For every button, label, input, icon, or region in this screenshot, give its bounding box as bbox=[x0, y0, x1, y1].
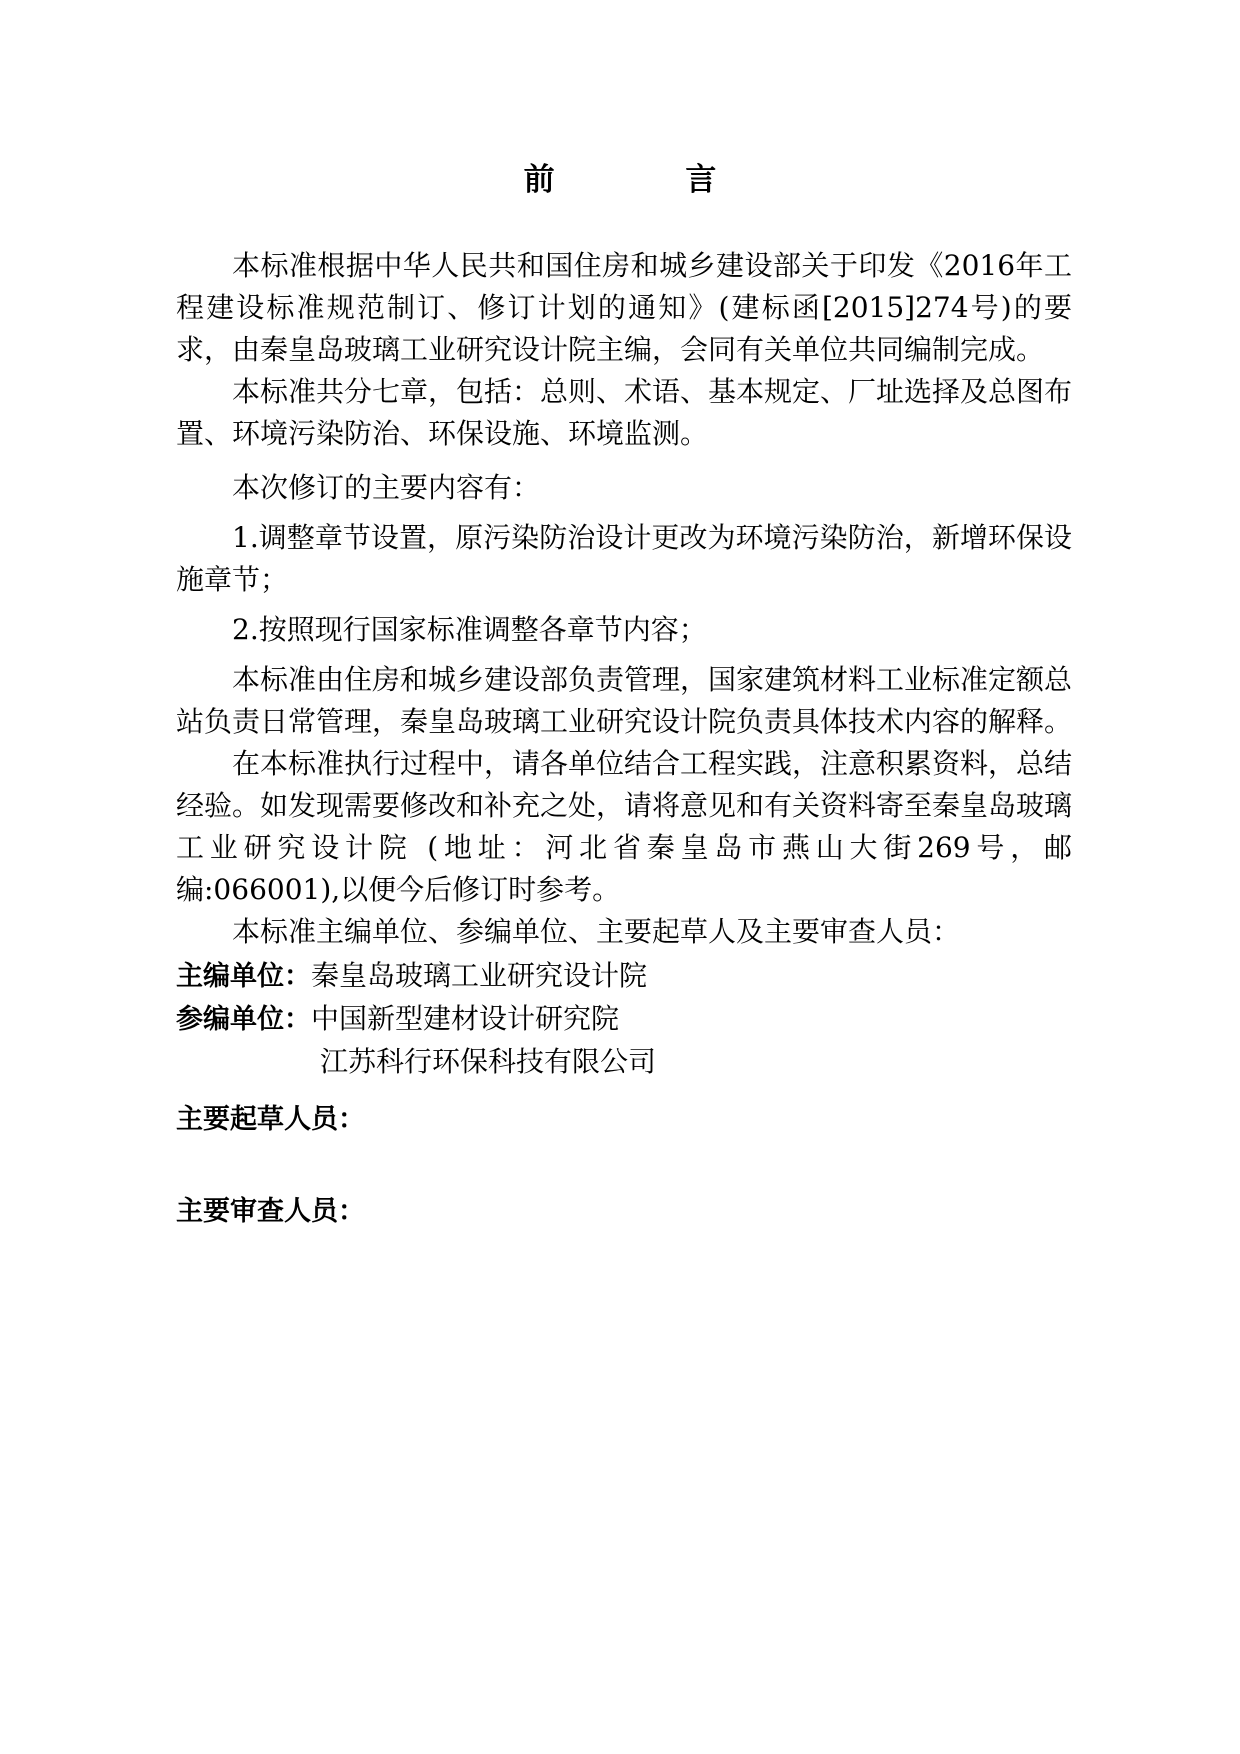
chief-unit-row bbox=[176, 955, 1072, 998]
participating-unit-label: 参编单位： bbox=[176, 1004, 311, 1035]
chief-unit-value: 秦皇岛玻璃工业研究设计院 bbox=[311, 959, 648, 992]
paragraph-basis: 本标准根据中华人民共和国住房和城乡建设部关于印发《2016年工程建设标准规范制订、修订计划的通知》(建标函[2015]274号)的要求，由秦皇岛玻璃工业研究设计院主编，会同有关单位共同编制完成。 bbox=[176, 249, 1072, 366]
paragraph-management: 本标准由住房和城乡建设部负责管理，国家建筑材料工业标准定额总站负责日常管理，秦皇岛玻璃工业研究设计院负责具体技术内容的解释。 bbox=[176, 663, 1073, 738]
participating-unit-row bbox=[176, 998, 1072, 1041]
drafters-label: 主要起草人员： bbox=[176, 1104, 365, 1135]
body-text bbox=[176, 245, 1072, 1233]
units-section bbox=[176, 955, 1072, 1083]
page-title: 前 言 bbox=[523, 162, 777, 198]
paragraph-revision-item-1: 1.调整章节设置，原污染防治设计更改为环境污染防治，新增环保设施章节； bbox=[176, 521, 1072, 596]
paragraph-feedback: 在本标准执行过程中，请各单位结合工程实践，注意积累资料，总结经验。如发现需要修改和补充之处，请将意见和有关资料寄至秦皇岛玻璃工业研究设计院 (地址：河北省秦皇岛市燕山大街269号，邮编:066001),以便今后修订时参考。 bbox=[176, 747, 1073, 906]
paragraph-units-intro: 本标准主编单位、参编单位、主要起草人及主要审查人员： bbox=[232, 915, 961, 948]
reviewers-label: 主要审查人员： bbox=[176, 1196, 365, 1227]
paragraph-chapters: 本标准共分七章，包括：总则、术语、基本规定、厂址选择及总图布置、环境污染防治、环保设施、环境监测。 bbox=[176, 375, 1073, 450]
paragraph-revision-intro: 本次修订的主要内容有： bbox=[232, 471, 541, 504]
participating-unit-value: 江苏科行环保科技有限公司 bbox=[320, 1045, 657, 1078]
chief-unit-label: 主编单位： bbox=[176, 961, 311, 992]
paragraph-revision-item-2: 2.按照现行国家标准调整各章节内容； bbox=[232, 613, 707, 646]
participating-unit-value: 中国新型建材设计研究院 bbox=[311, 1002, 620, 1035]
